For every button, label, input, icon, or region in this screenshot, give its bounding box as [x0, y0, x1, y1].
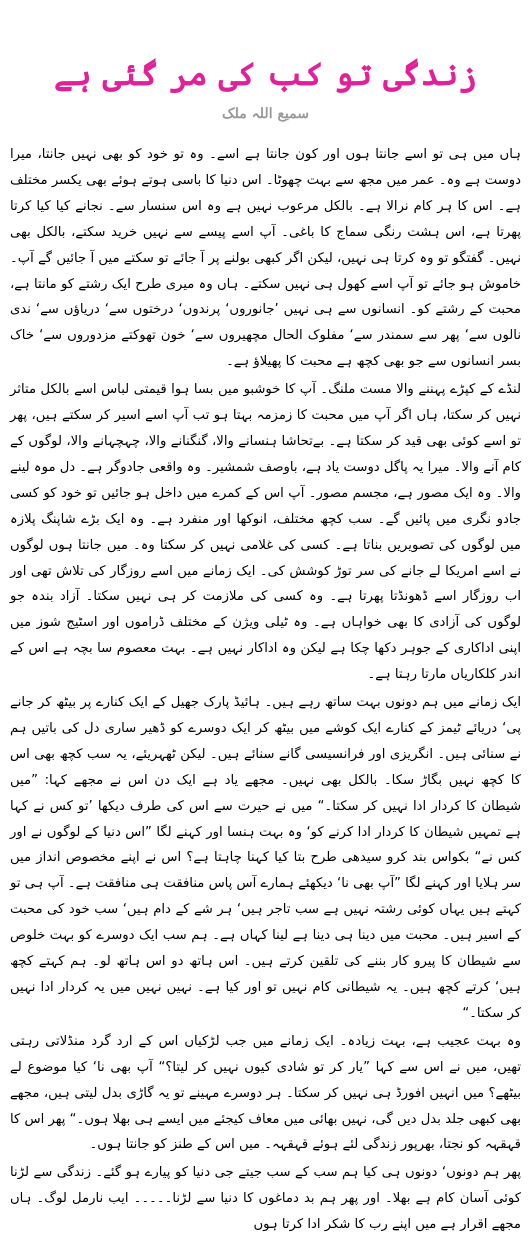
article-paragraph: پھر ہم دونوں‘ دونوں ہی کیا ہم سب کے سب جیتے جی دنیا کو پیارے ہو گئے۔ زندگی سے لڑنا کوئی آسان کام ہے بھلا۔ اور پھر ہم بد دماغوں کا دنیا سے لڑنا۔۔۔۔۔ ایب نارمل لوگ۔ ہاں مجھے اقرار ہے میں اپنے رب کا شکر ادا کرتا ہوں [10, 1165, 521, 1233]
article-title: زندگی تو کب کی مر گئی ہے [53, 55, 478, 93]
article-paragraph: وہ بہت عجیب ہے، بہت زیادہ۔ ایک زمانے میں جب لڑکیاں اس کے ارد گرد منڈلاتی رہتی تھیں، میں نے اس سے کہا ”یار کر تو شادی کیوں نہیں کر لیتا؟“ آپ بھی نا‘ کیا موضوع لے بیٹھے؟ میں انہیں افورڈ ہی نہیں کر سکتا۔ ہر دوسرے مہینے تو یہ گاڑی بدل لیتی ہیں، مجھے بھی کبھی جلد بدل دیں گی، نہیں بھائی میں معاف کیجئے میں ایسے ہی بھلا ہوں۔“ پھر اس کا قہقہہ کو نجتا، بھرپور زندگی لئے ہوئے قہقہہ۔ میں اس کے طنز کو جانتا ہوں۔ [10, 1033, 521, 1153]
article-paragraph: لنڈے کے کپڑے پہننے والا مست ملنگ۔ آپ کا خوشبو میں بسا ہوا قیمتی لباس اسے بالکل متاثر نہیں کر سکتا، ہاں اگر آپ میں محبت کا زمزمہ بہتا ہو تب آپ اسے اسیر کر سکتے ہیں، پھر تو اسے کوئی بھی قید کر سکتا ہے۔ بےتحاشا ہنسانے والا، گنگنانے والا، چہچہانے والا، لوگوں کے کام آنے والا۔ میرا یہ پاگل دوست یاد ہے، باوصف شمشیر۔ وہ واقعی جادوگر ہے۔ دل موہ لینے والا۔ وہ ایک مصور ہے، مجسم مصور۔ آپ اس کے کمرے میں داخل ہو جائیں تو خود کو کسی جادو نگری میں پائیں گے۔ سب کچھ مختلف، انوکھا اور منفرد ہے۔ وہ ایک بڑے شاپنگ پلازہ میں لوگوں کی تصویریں بناتا ہے۔ کسی کی غلامی نہیں کر سکتا وہ۔ میں جانتا ہوں لوگوں نے اسے امریکا لے جانے کی سر توڑ کوشش کی۔ ایک زمانے میں اسے روزگار کی تلاش تھی اور اب روزگار اسے ڈھونڈتا پھرتا ہے۔ وہ کسی کی ملازمت کر ہی نہیں سکتا۔ آزاد بندہ جو لوگوں کی آزادی کا بھی خواہاں ہے۔ وہ ٹیلی ویژن کے مختلف ڈراموں اور اسٹیج شوز میں اپنی اداکاری کے جوہر دکھا چکا ہے لیکن وہ اداکار نہیں ہے۔ بہت معصوم سا بچہ ہے اس کے اندر کلکاریاں مارتا رہتا ہے۔ [10, 382, 521, 683]
article-paragraph: ہاں میں ہی تو اسے جانتا ہوں اور کون جانتا ہے اسے۔ وہ تو خود کو بھی نہیں جانتا، میرا دوست ہے وہ۔ عمر میں مجھ سے بہت چھوٹا۔ اس دنیا کا باسی ہوتے ہوئے بھی یکسر مختلف ہے۔ اس کا ہر کام نرالا ہے۔ بالکل مرعوب نہیں ہے وہ اس سنسار سے۔ نجانے کیا کیا کرتا پھرتا ہے، اس ہشت رنگی سماج کا باغی۔ آپ اسے پیسے سے نہیں خرید سکتے، بالکل بھی نہیں۔ گفتگو تو وہ کرتا ہی نہیں، لیکن اگر کبھی بولنے پر آ جائے تو سکتے میں آ جائیں گے آپ۔ خاموش ہو جائے تو آپ اسے کھول ہی نہیں سکتے۔ ہاں وہ میری طرح ایک رشتے کو مانتا ہے، محبت کے رشتے کو۔ انسانوں سے ہی نہیں ’جانوروں‘ پرندوں‘ درختوں سے‘ دریاؤں سے‘ ندی نالوں سے‘ پھر سے سمندر سے‘ مفلوک الحال مچھیروں سے‘ خون تھوکتے مزدوروں سے‘ خاک بسر انسانوں سے جو بھی کچھ ہے محبت کا پھیلاؤ ہے۔ [10, 147, 521, 370]
author-name: سمیع اللہ ملک [222, 106, 309, 122]
article-paragraph: ایک زمانے میں ہم دونوں بہت ساتھ رہے ہیں۔ ہائیڈ پارک جھیل کے ایک کنارے پر بیٹھ کر جانے پی‘ دریائے ٹیمز کے کنارے ایک کوشے میں بیٹھ کر ایک دوسرے کو ڈھیر ساری دل کی باتیں ہم نے سنائی ہیں۔ انگریزی اور فرانسیسی گانے سنائے ہیں۔ لیکن ٹھہریئے، یہ سب کچھ بھی اس کا کچھ نہیں بگاڑ سکا۔ بالکل بھی نہیں۔ مجھے یاد ہے ایک دن اس نے مجھے کہا: ”میں شیطان کا کردار ادا نہیں کر سکتا۔“ میں نے حیرت سے اس کی طرف دیکھا ’تو کس نے کہا ہے تمہیں شیطان کا کردار ادا کرنے کو‘ وہ بہت ہنسا اور کہنے لگا ”اس دنیا کے لوگوں نے اور کس نے“ بکواس بند کرو سیدھی طرح بتا کیا کہنا چاہتا ہے؟ اس نے اپنے مخصوص انداز میں سر ہلایا اور کہنے لگا ”آپ بھی نا‘ دیکھئے ہمارے آس پاس منافقت ہی منافقت ہے۔ آپ ہی تو کہتے ہیں یہاں کوئی رشتہ نہیں ہے سب تاجر ہیں‘ ہر شے کے دام ہیں‘ سب خود کی محبت کے اسیر ہیں۔ محبت میں دینا ہی دینا ہے لینا کہاں ہے۔ ہم سب ایک دوسرے کو بہت خلوص سے شیطان کا پیرو کار بننے کی تلقین کرتے ہیں۔ اس ہاتھ دو اس ہاتھ لو۔ ہم کہتے کچھ ہیں‘ کرتے کچھ ہیں۔ یہ شیطانی کام نہیں تو اور کیا ہے۔ نہیں نہیں میں یہ کردار ادا نہیں کر سکتا۔“ [10, 695, 521, 1021]
article-body [10, 142, 521, 1238]
